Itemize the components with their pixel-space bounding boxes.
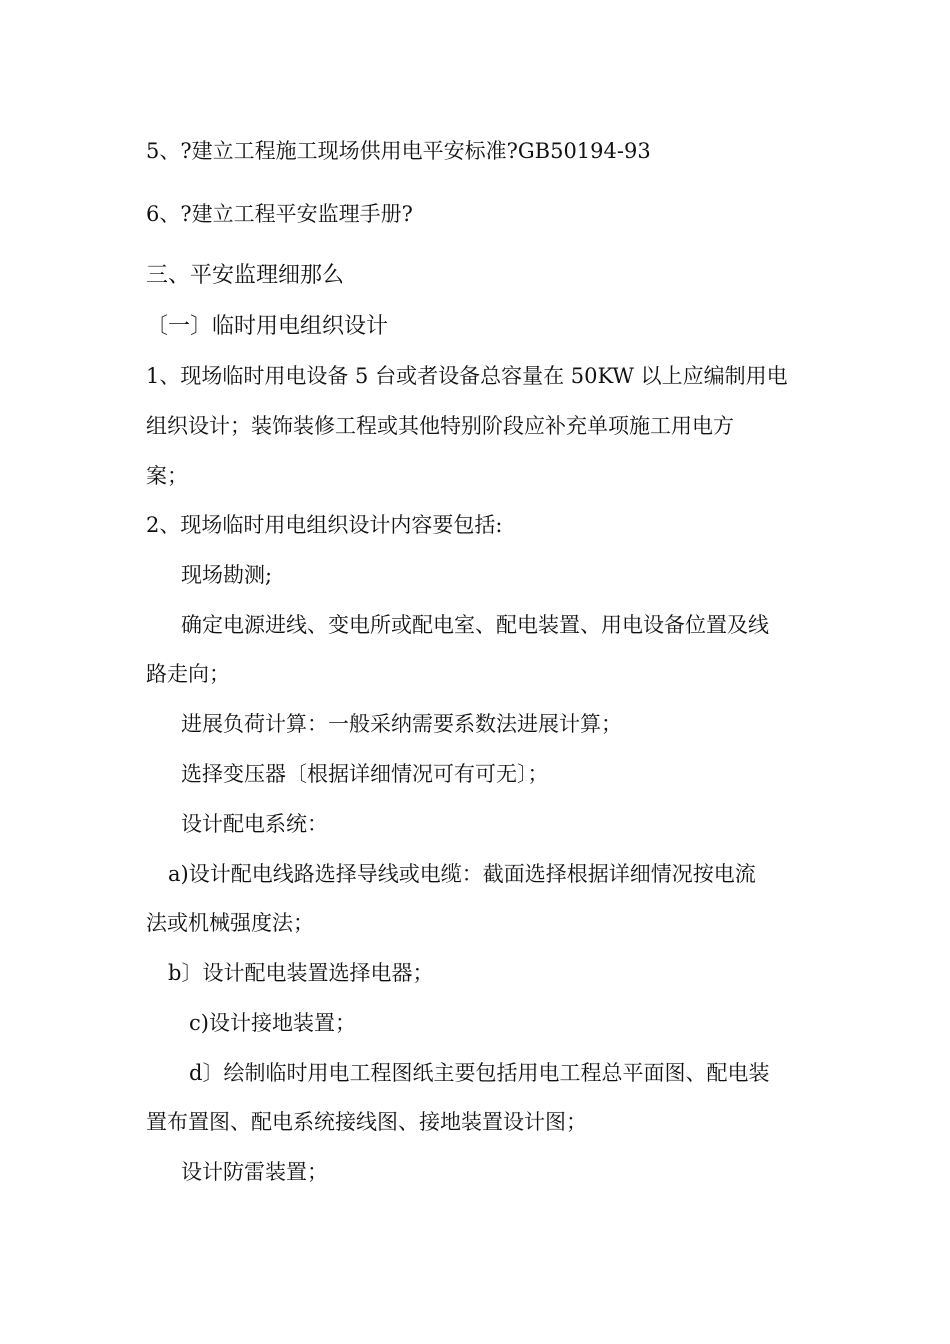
sub-item-a-line-2: 法或机械强度法；	[146, 911, 314, 935]
step-design-system: 设计配电系统：	[181, 812, 328, 836]
subsection-heading-1: 〔一〕临时用电组织设计	[146, 314, 389, 339]
sub-item-d-line-2: 置布置图、配电系统接线图、接地装置设计图；	[146, 1110, 587, 1134]
rule-1-line-3: 案；	[146, 464, 188, 488]
step-transformer: 选择变压器〔根据详细情况可有可无〕；	[181, 762, 549, 786]
step-confirm-line-2: 路走向；	[146, 662, 230, 686]
step-confirm-line-1: 确定电源进线、变电所或配电室、配电装置、用电设备位置及线	[181, 613, 769, 637]
reference-item-5: 5、?建立工程施工现场供用电平安标准?GB50194-93	[146, 139, 651, 163]
sub-item-c: c)设计接地装置；	[189, 1011, 356, 1035]
step-load-calculation: 进展负荷计算：一般采纳需要系数法进展计算；	[181, 712, 622, 736]
sub-item-d-line-1: d〕绘制临时用电工程图纸主要包括用电工程总平面图、配电装	[189, 1061, 770, 1085]
rule-1-line-2: 组织设计；装饰装修工程或其他特别阶段应补充单项施工用电方	[146, 414, 734, 438]
step-lightning-protection: 设计防雷装置；	[181, 1160, 328, 1184]
sub-item-b: b〕设计配电装置选择电器；	[168, 961, 434, 985]
sub-item-a-line-1: a)设计配电线路选择导线或电缆：截面选择根据详细情况按电流	[168, 862, 756, 886]
reference-item-6: 6、?建立工程平安监理手册?	[146, 202, 413, 226]
rule-2-line-1: 2、现场临时用电组织设计内容要包括:	[146, 513, 503, 537]
step-survey: 现场勘测;	[181, 563, 273, 587]
rule-1-line-1: 1、现场临时用电设备 5 台或者设备总容量在 50KW 以上应编制用电	[146, 364, 788, 388]
section-heading-3: 三、平安监理细那么	[146, 263, 345, 288]
